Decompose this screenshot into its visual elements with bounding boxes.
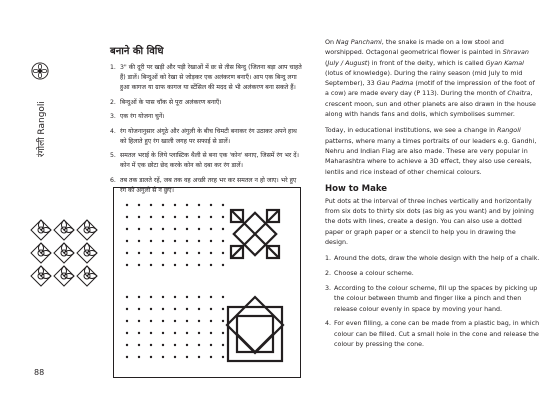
hindi-step: 1. 3" की दूरी पर खड़ी और पड़ी रेखाओं में छः से तीस बिन्दु (जितना बड़ा आप चाहते हैं) डालें। बिन्दुओं को रेखा से जोड़कर एक अलंकरण बनाएँ। आप एक बिन्दु लगा हुआ कागज या ग्राफ कागज या स्टेंसिल की मदद से भी अलंकरण बना सकते हैं। [110,64,302,92]
hindi-step: 5. समतल भराई के लिये प्लास्टिक थैली से बना एक 'कोन' बनाए, जिसमें रंग भर दें। कोन में एक छोटा छेद करके कोन को दबा कर रंग डालें। [110,152,299,170]
grid-dot [222,308,224,310]
grid-dot [210,264,212,266]
grid-dot [198,252,200,254]
grid-dot [126,344,128,346]
grid-dot [162,332,164,334]
grid-dot [150,332,152,334]
grid-dot [174,356,176,358]
grid-dot [150,216,152,218]
grid-dot [186,356,188,358]
grid-dot [150,308,152,310]
grid-dot [162,320,164,322]
grid-dot [222,204,224,206]
chapter-side-tab [34,62,46,192]
grid-dot [162,308,164,310]
grid-dot [138,216,140,218]
hindi-step: 3. एक रंग योजना चुनें। [110,113,165,121]
grid-dot [210,356,212,358]
grid-dot [198,240,200,242]
grid-dot [162,296,164,298]
side-tab-label: रंगोली Rangoli [37,101,47,157]
grid-dot [186,252,188,254]
grid-dot [174,308,176,310]
grid-dot [222,264,224,266]
hindi-step: 6. तब तक डालते रहें, जब तक वह अच्छी तरह भर कर समतल न हो जाए। भरे हुए रंग को अंगुली से न छुएं। [110,176,297,194]
grid-dot [198,356,200,358]
grid-dot [210,240,212,242]
grid-dot [150,228,152,230]
grid-dot [126,308,128,310]
grid-dot [222,356,224,358]
grid-dot [210,228,212,230]
english-step: 3. According to the colour scheme, fill up the spaces by picking up the colour between thumb and finger like a pinch and then release colour evenly in space by moving your hand. [325,284,538,313]
english-step: 2. Choose a colour scheme. [325,270,414,278]
grid-dot [126,296,128,298]
grid-dot [210,344,212,346]
grid-dot [198,308,200,310]
grid-dot [126,356,128,358]
grid-dot [222,344,224,346]
rangoli-motif-illustration [29,218,99,288]
grid-dot [126,240,128,242]
grid-dot [186,332,188,334]
english-step: 4. For even filling, a cone can be made from a plastic bag, in which colour can be filled. Cut a small hole in the cone and release the colour by pressing the cone. [325,320,540,348]
grid-dot [186,308,188,310]
grid-dot [210,216,212,218]
grid-dot [174,344,176,346]
grid-dot [174,296,176,298]
grid-dot [198,296,200,298]
grid-dot [126,252,128,254]
dot-grid-rangoli-diagram [113,187,301,378]
grid-dot [162,344,164,346]
grid-dot [138,252,140,254]
grid-dot [186,204,188,206]
rangoli-pattern-top [231,210,279,258]
grid-dot [138,308,140,310]
grid-dot [174,228,176,230]
hindi-method-section [110,43,303,200]
grid-dot [198,264,200,266]
grid-dot [162,356,164,358]
grid-dot [150,204,152,206]
grid-dot [210,204,212,206]
grid-dot [162,204,164,206]
grid-dot [138,240,140,242]
rangoli-flower-icon [31,62,49,80]
grid-dot [138,356,140,358]
hindi-step: 4. रंग योजनानुसार अंगूठे और अंगुली के बीच चिमटी बनाकर रंग उठाकर अपने हाथ को हिलाते हुए रंग खाली जगह पर सफाई से डालें। [110,127,297,145]
dot-grid-top [126,204,224,266]
hindi-step: 2. बिन्दुओं के पास चॉक से पूरा अलंकरण बनाएँ। [110,98,222,106]
grid-dot [222,240,224,242]
grid-dot [222,252,224,254]
grid-dot [126,228,128,230]
grid-dot [198,228,200,230]
grid-dot [138,228,140,230]
grid-dot [174,320,176,322]
grid-dot [126,216,128,218]
grid-dot [174,252,176,254]
hindi-section-title: बनाने की विधि [110,46,164,57]
grid-dot [186,344,188,346]
hindi-steps-list [110,63,303,196]
grid-dot [150,240,152,242]
grid-dot [174,240,176,242]
grid-dot [210,320,212,322]
grid-dot [186,264,188,266]
grid-dot [138,296,140,298]
grid-dot [138,332,140,334]
grid-dot [162,252,164,254]
grid-dot [162,240,164,242]
grid-dot [150,320,152,322]
grid-dot [138,344,140,346]
grid-dot [222,228,224,230]
english-steps-list [325,254,540,350]
grid-dot [210,332,212,334]
english-step: 1. Around the dots, draw the whole design with the help of a chalk. [325,255,540,263]
grid-dot [222,296,224,298]
grid-dot [198,204,200,206]
grid-dot [150,252,152,254]
grid-dot [186,240,188,242]
how-to-make-heading: How to Make [325,183,388,194]
grid-dot [150,356,152,358]
grid-dot [198,216,200,218]
dot-grid-bottom [126,296,224,358]
grid-dot [138,320,140,322]
grid-dot [138,204,140,206]
grid-dot [174,332,176,334]
grid-dot [126,332,128,334]
grid-dot [174,204,176,206]
intro-paragraph-1: On Nag Panchami, the snake is made on a low stool and worshipped. Octagonal geometrical flower is painted in Shravan (July / August) in front of the deity, which is called Gyan Kamal (lotus of knowledge). During the rainy season (mid July to mid September), 33 Gau Padma (motif of the impression of the foot of a cow) are made every day (P 113). During the month of Chaitra, crescent moon, sun and other planets are also drawn in the house along with hands fans and dolls, which symbolises summer. [325,39,536,119]
how-to-make-intro: Put dots at the interval of three inches vertically and horizontally from six dots to thirty six dots (as big as you want) and by joining the dots with lines, create a design. You can also use a dotted paper or graph paper or a stencil to help you in drawing the design. [325,197,534,247]
page-number: 88 [34,368,45,377]
grid-dot [222,216,224,218]
grid-dot [126,204,128,206]
grid-dot [210,252,212,254]
grid-dot [186,228,188,230]
grid-dot [222,320,224,322]
grid-dot [150,296,152,298]
grid-dot [162,264,164,266]
grid-dot [186,216,188,218]
grid-dot [222,332,224,334]
grid-dot [138,264,140,266]
grid-dot [210,308,212,310]
grid-dot [126,320,128,322]
grid-dot [210,296,212,298]
grid-dot [174,264,176,266]
grid-dot [150,344,152,346]
intro-paragraph-2: Today, in educational institutions, we see a change in Rangoli patterns, where many a times portraits of our leaders e.g. Gandhi, Nehru and Indian Flag are also made. These are very popular in Maharashtra where to achieve a 3D effect, they also use cereals, lentils and rice instead of other chemical colours. [325,127,537,176]
grid-dot [198,344,200,346]
grid-dot [186,296,188,298]
grid-dot [174,216,176,218]
grid-dot [126,264,128,266]
grid-dot [186,320,188,322]
grid-dot [162,216,164,218]
rangoli-pattern-bottom [227,297,283,361]
grid-dot [150,264,152,266]
grid-dot [162,228,164,230]
english-section [325,38,540,355]
grid-dot [198,320,200,322]
grid-dot [198,332,200,334]
